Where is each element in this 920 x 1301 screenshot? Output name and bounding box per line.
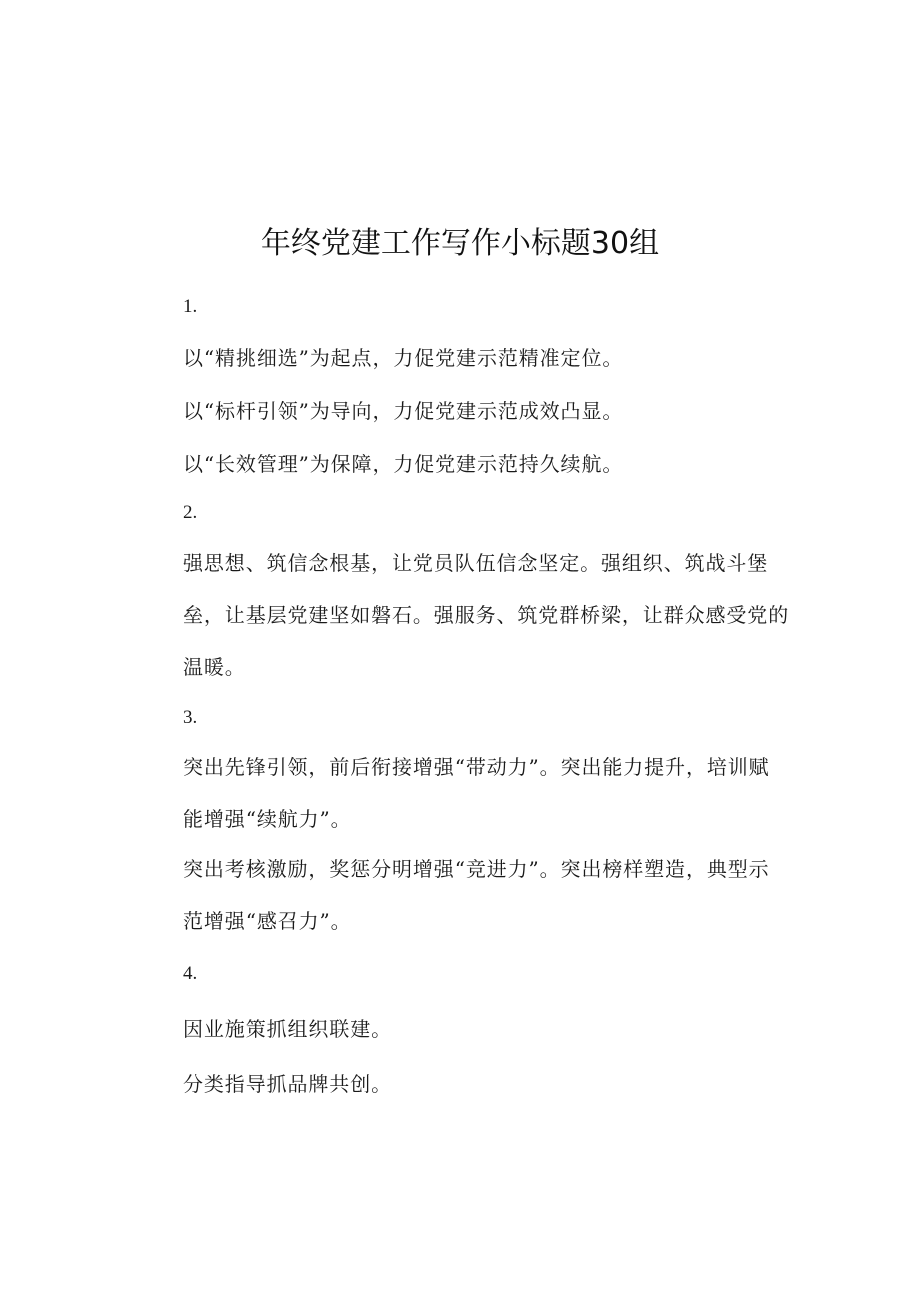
section-1-line-3: 以“长效管理”为保障，力促党建示范持久续航。 — [183, 452, 624, 476]
section-1-line-2: 以“标杆引领”为导向，力促党建示范成效凸显。 — [183, 399, 624, 423]
section-number-1: 1. — [183, 296, 198, 317]
section-number-4: 4. — [183, 963, 198, 984]
document-title: 年终党建工作写作小标题30组 — [260, 226, 660, 261]
section-3-paragraph-2: 突出考核激励，奖惩分明增强“竞进力”。突出榜样塑造，典型示范增强“感召力”。 — [183, 857, 770, 933]
section-4-line-2: 分类指导抓品牌共创。 — [183, 1072, 392, 1096]
section-2-paragraph: 强思想、筑信念根基，让党员队伍信念坚定。强组织、筑战斗堡垒，让基层党建坚如磐石。强服务、筑党群桥梁，让群众感受党的温暖。 — [183, 551, 790, 679]
section-3-paragraph-1: 突出先锋引领，前后衔接增强“带动力”。突出能力提升，培训赋能增强“续航力”。 — [183, 755, 770, 831]
section-number-3: 3. — [183, 707, 198, 728]
section-1-line-1: 以“精挑细选”为起点，力促党建示范精准定位。 — [183, 346, 624, 370]
section-number-2: 2. — [183, 502, 198, 523]
section-4-line-1: 因业施策抓组织联建。 — [183, 1017, 392, 1041]
